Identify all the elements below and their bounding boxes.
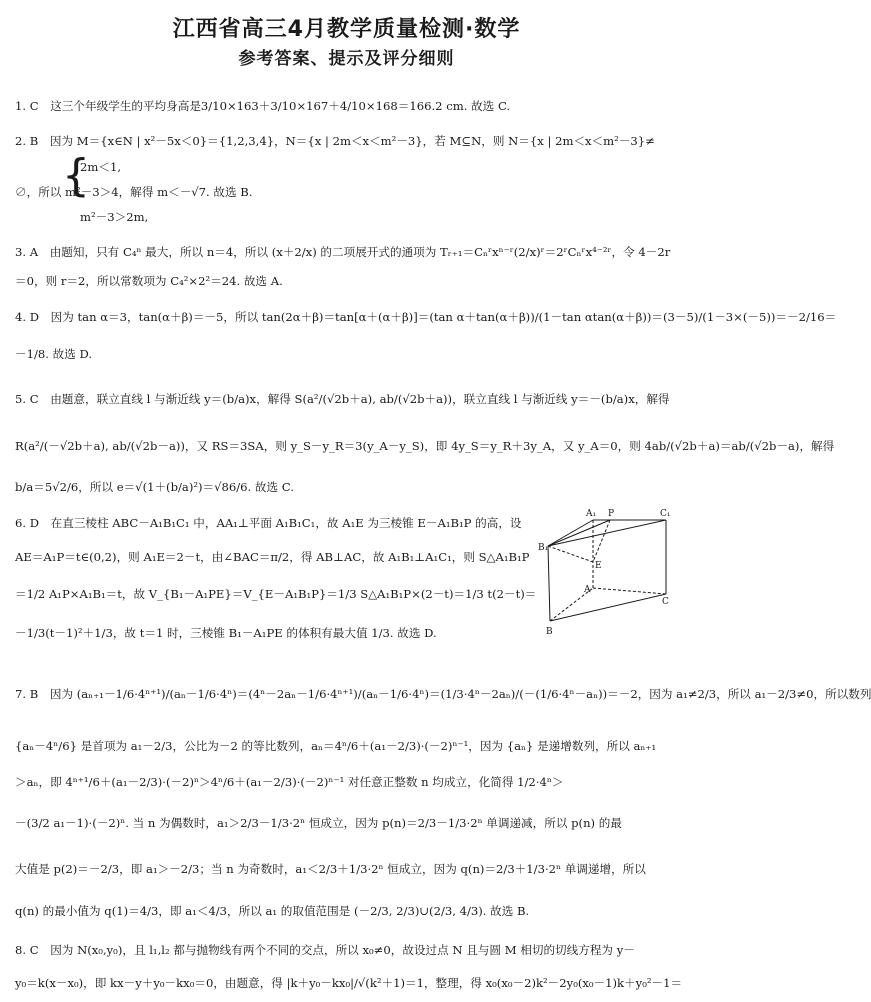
label-a1: A₁ bbox=[586, 509, 597, 519]
answer-8-line-1: 8. C 因为 N(x₀,y₀)，且 l₁,l₂ 都与抛物线有两个不同的交点，所以 x₀≠0，故设过点 N 且与圆 M 相切的切线方程为 y－ bbox=[15, 943, 635, 957]
answer-6-line-2: AE＝A₁P＝t∈(0,2)，则 A₁E＝2－t，由∠BAC＝π/2，得 AB⊥AC，故 A₁B₁⊥A₁C₁，则 S△A₁B₁P bbox=[15, 550, 530, 564]
answer-6-line-4: －1/3(t－1)²＋1/3，故 t＝1 时，三棱锥 B₁－A₁PE 的体积有最大值 1/3. 故选 D. bbox=[15, 626, 437, 640]
answer-8-line-2: y₀＝k(x－x₀)，即 kx－y＋y₀－kx₀＝0，由题意，得 |k＋y₀－kx₀|/√(k²＋1)＝1，整理，得 x₀(x₀－2)k²－2y₀(x₀－1)k＋y₀²－1＝ bbox=[15, 976, 683, 990]
answer-2-line-2: ∅，所以 m²－3＞4，解得 m＜－√7. 故选 B. bbox=[15, 185, 253, 199]
answer-7-line-5: 大值是 p(2)＝－2/3，即 a₁＞－2/3；当 n 为奇数时，a₁＜2/3＋1/3·2ⁿ 恒成立，因为 q(n)＝2/3＋1/3·2ⁿ 单调递增，所以 bbox=[15, 862, 646, 876]
label-e: E bbox=[595, 561, 602, 571]
answer-1: 1. C 这三个年级学生的平均身高是3/10×163＋3/10×167＋4/10×168＝166.2 cm. 故选 C. bbox=[15, 99, 511, 113]
label-a: A bbox=[584, 585, 591, 595]
answer-3-line-2: ＝0，则 r＝2，所以常数项为 C₄²×2²＝24. 故选 A. bbox=[15, 274, 283, 288]
answer-2-line-1: 2. B 因为 M＝{x∈N | x²－5x＜0}＝{1,2,3,4}，N＝{x | 2m＜x＜m²－3}，若 M⊆N，则 N＝{x | 2m＜x＜m²－3}≠ bbox=[15, 134, 655, 148]
answer-5-line-3: b/a＝5√2/6，所以 e＝√(1＋(b/a)²)＝√86/6. 故选 C. bbox=[15, 480, 294, 494]
answer-5-line-2: R(a²/(－√2b＋a), ab/(√2b－a))，又 RS＝3SA，则 y_S－y_R＝3(y_A－y_S)，即 4y_S＝y_R＋3y_A，又 y_A＝0，则 4ab/(√2b＋a)＝ab/(√2b－a)，解得 bbox=[15, 439, 835, 453]
answer-2-system-row-1: 2m＜1, bbox=[80, 160, 122, 174]
label-c1: C₁ bbox=[660, 509, 671, 519]
answer-7-line-4: －(3/2 a₁－1)·(－2)ⁿ. 当 n 为偶数时，a₁＞2/3－1/3·2ⁿ 恒成立，因为 p(n)＝2/3－1/3·2ⁿ 单调递减，所以 p(n) 的最 bbox=[15, 816, 622, 830]
page-subtitle: 参考答案、提示及评分细则 bbox=[238, 49, 455, 69]
answer-7-line-6: q(n) 的最小值为 q(1)＝4/3，即 a₁＜4/3，所以 a₁ 的取值范围是 (－2/3, 2/3)∪(2/3, 4/3). 故选 B. bbox=[15, 904, 530, 918]
answer-5-line-1: 5. C 由题意，联立直线 l 与渐近线 y＝(b/a)x，解得 S(a²/(√2b＋a), ab/(√2b＋a))，联立直线 l 与渐近线 y＝－(b/a)x，解得 bbox=[15, 392, 670, 406]
prism-figure bbox=[538, 506, 678, 638]
answer-4-line-1: 4. D 因为 tan α＝3，tan(α＋β)＝－5，所以 tan(2α＋β)＝tan[α＋(α＋β)]＝(tan α＋tan(α＋β))/(1－tan αtan(α＋β))＝(3－5)/(1－3×(－5))＝－2/16＝ bbox=[15, 310, 837, 324]
answer-6-line-1: 6. D 在直三棱柱 ABC－A₁B₁C₁ 中，AA₁⊥平面 A₁B₁C₁，故 A₁E 为三棱锥 E－A₁B₁P 的高，设 bbox=[15, 516, 522, 530]
answer-4-line-2: －1/8. 故选 D. bbox=[15, 347, 93, 361]
answer-6-line-3: ＝1/2 A₁P×A₁B₁＝t，故 V_{B₁－A₁PE}＝V_{E－A₁B₁P}＝1/3 S△A₁B₁P×(2－t)＝1/3 t(2－t)＝ bbox=[15, 587, 537, 601]
label-b: B bbox=[546, 627, 553, 637]
answer-7-line-2: {aₙ－4ⁿ/6} 是首项为 a₁－2/3，公比为－2 的等比数列，aₙ＝4ⁿ/6＋(a₁－2/3)·(－2)ⁿ⁻¹，因为 {aₙ} 是递增数列，所以 aₙ₊₁ bbox=[15, 739, 657, 753]
answer-7-line-3: ＞aₙ，即 4ⁿ⁺¹/6＋(a₁－2/3)·(－2)ⁿ＞4ⁿ/6＋(a₁－2/3)·(－2)ⁿ⁻¹ 对任意正整数 n 均成立，化简得 1/2·4ⁿ＞ bbox=[15, 775, 564, 789]
answer-7-line-1: 7. B 因为 (aₙ₊₁－1/6·4ⁿ⁺¹)/(aₙ－1/6·4ⁿ)＝(4ⁿ－2aₙ－1/6·4ⁿ⁺¹)/(aₙ－1/6·4ⁿ)＝(1/3·4ⁿ－2aₙ)/(－(1/6·4ⁿ－aₙ))＝－2，因为 a₁≠2/3，所以 a₁－2/3≠0，所以数列 bbox=[15, 687, 871, 701]
answer-2-system-row-3: m²－3＞2m, bbox=[80, 210, 149, 224]
page-title: 江西省高三4月教学质量检测·数学 bbox=[172, 17, 521, 42]
label-b1: B₁ bbox=[538, 543, 549, 553]
label-p: P bbox=[608, 509, 615, 519]
label-c: C bbox=[662, 597, 669, 607]
system-brace: { bbox=[62, 150, 90, 201]
answer-3-line-1: 3. A 由题知，只有 C₄ⁿ 最大，所以 n＝4，所以 (x＋2/x) 的二项展开式的通项为 Tᵣ₊₁＝Cₙʳxⁿ⁻ʳ(2/x)ʳ＝2ʳCₙʳx⁴⁻²ʳ，令 4－2r bbox=[15, 245, 671, 259]
